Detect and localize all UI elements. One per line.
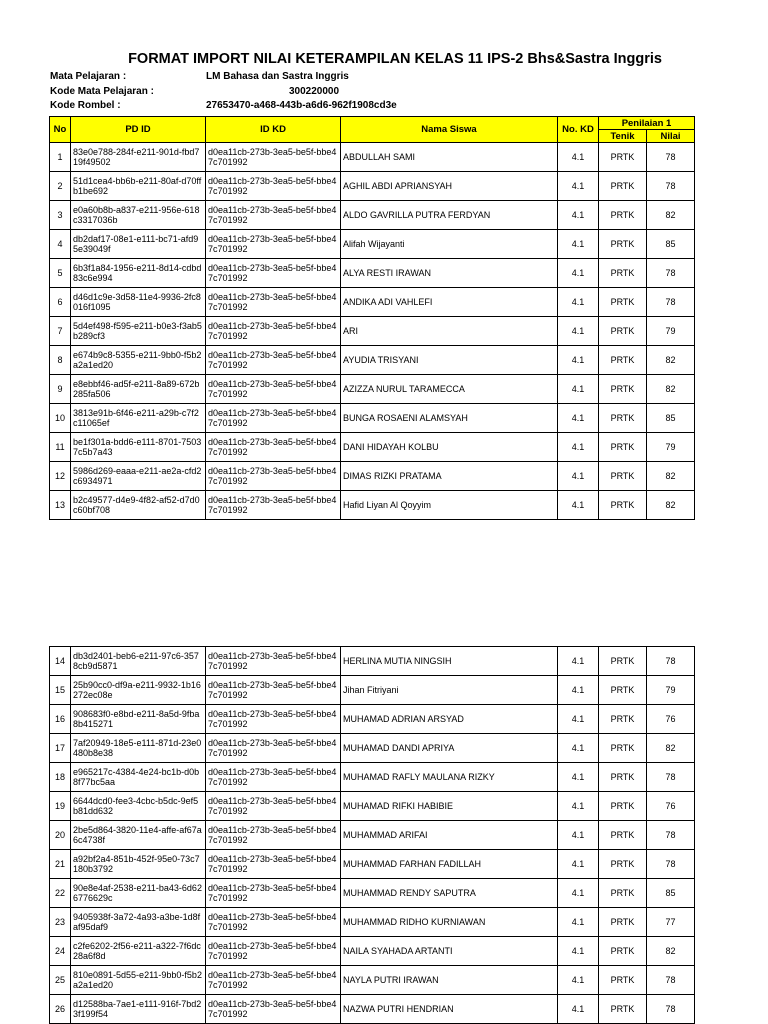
row-no-kd: 4.1 <box>558 462 599 491</box>
row-nilai: 82 <box>647 491 695 520</box>
row-no-kd: 4.1 <box>558 288 599 317</box>
row-teknik: PRTK <box>599 879 647 908</box>
row-id-kd: d0ea11cb-273b-3ea5-be5f-bbe47c701992 <box>206 346 341 375</box>
row-pd-id: 51d1cea4-bb6b-e211-80af-d70ffb1be692 <box>71 172 206 201</box>
table-row <box>50 676 695 705</box>
row-no-kd: 4.1 <box>558 259 599 288</box>
table-row <box>50 908 695 937</box>
row-teknik: PRTK <box>599 850 647 879</box>
row-no-kd: 4.1 <box>558 966 599 995</box>
row-no: 15 <box>50 676 71 705</box>
row-nama-siswa: Jihan Fitriyani <box>341 676 558 705</box>
header-teknik: Tenik <box>599 130 647 143</box>
row-teknik: PRTK <box>599 317 647 346</box>
row-nama-siswa: MUHAMMAD RIDHO KURNIAWAN <box>341 908 558 937</box>
row-teknik: PRTK <box>599 404 647 433</box>
row-nilai: 85 <box>647 879 695 908</box>
row-no: 20 <box>50 821 71 850</box>
table-row <box>50 172 695 201</box>
row-teknik: PRTK <box>599 172 647 201</box>
row-no-kd: 4.1 <box>558 995 599 1024</box>
row-nilai: 78 <box>647 821 695 850</box>
row-no: 13 <box>50 491 71 520</box>
row-no-kd: 4.1 <box>558 172 599 201</box>
header-no: No <box>50 117 71 143</box>
document-title: FORMAT IMPORT NILAI KETERAMPILAN KELAS 11 IPS-2 Bhs&Sastra Inggris <box>128 51 662 67</box>
row-teknik: PRTK <box>599 792 647 821</box>
row-pd-id: e8ebbf46-ad5f-e211-8a89-672b285fa506 <box>71 375 206 404</box>
row-pd-id: 2be5d864-3820-11e4-affe-af67a6c4738f <box>71 821 206 850</box>
row-id-kd: d0ea11cb-273b-3ea5-be5f-bbe47c701992 <box>206 966 341 995</box>
row-pd-id: 6b3f1a84-1956-e211-8d14-cdbd83c6e994 <box>71 259 206 288</box>
row-id-kd: d0ea11cb-273b-3ea5-be5f-bbe47c701992 <box>206 937 341 966</box>
mata-pelajaran-label: Mata Pelajaran : <box>50 71 127 82</box>
row-id-kd: d0ea11cb-273b-3ea5-be5f-bbe47c701992 <box>206 317 341 346</box>
table-body-page-1 <box>50 143 695 520</box>
row-no-kd: 4.1 <box>558 763 599 792</box>
row-teknik: PRTK <box>599 705 647 734</box>
row-pd-id: 6644dcd0-fee3-4cbc-b5dc-9ef5b81dd632 <box>71 792 206 821</box>
row-teknik: PRTK <box>599 375 647 404</box>
table-row <box>50 966 695 995</box>
row-teknik: PRTK <box>599 259 647 288</box>
row-nama-siswa: AGHIL ABDI APRIANSYAH <box>341 172 558 201</box>
row-id-kd: d0ea11cb-273b-3ea5-be5f-bbe47c701992 <box>206 375 341 404</box>
kode-rombel-value: 27653470-a468-443b-a6d6-962f1908cd3e <box>206 100 397 111</box>
table-row <box>50 288 695 317</box>
row-pd-id: d46d1c9e-3d58-11e4-9936-2fc8016f1095 <box>71 288 206 317</box>
row-pd-id: 90e8e4af-2538-e211-ba43-6d626776629c <box>71 879 206 908</box>
table-row <box>50 317 695 346</box>
table-row <box>50 230 695 259</box>
row-nama-siswa: BUNGA ROSAENI ALAMSYAH <box>341 404 558 433</box>
row-no: 4 <box>50 230 71 259</box>
row-id-kd: d0ea11cb-273b-3ea5-be5f-bbe47c701992 <box>206 462 341 491</box>
header-pd-id: PD ID <box>71 117 206 143</box>
row-no: 25 <box>50 966 71 995</box>
row-no: 16 <box>50 705 71 734</box>
row-nama-siswa: MUHAMAD RIFKI HABIBIE <box>341 792 558 821</box>
kode-mapel-label: Kode Mata Pelajaran : <box>50 86 154 97</box>
table-row <box>50 763 695 792</box>
row-id-kd: d0ea11cb-273b-3ea5-be5f-bbe47c701992 <box>206 908 341 937</box>
row-pd-id: 83e0e788-284f-e211-901d-fbd719f49502 <box>71 143 206 172</box>
row-no: 2 <box>50 172 71 201</box>
row-no-kd: 4.1 <box>558 491 599 520</box>
table-row <box>50 404 695 433</box>
row-teknik: PRTK <box>599 230 647 259</box>
row-teknik: PRTK <box>599 201 647 230</box>
table-row <box>50 937 695 966</box>
row-no-kd: 4.1 <box>558 705 599 734</box>
row-nilai: 78 <box>647 850 695 879</box>
row-no: 22 <box>50 879 71 908</box>
row-teknik: PRTK <box>599 143 647 172</box>
table-row <box>50 821 695 850</box>
grades-table-page-2 <box>49 646 695 1024</box>
row-no: 14 <box>50 647 71 676</box>
row-nama-siswa: NAYLA PUTRI IRAWAN <box>341 966 558 995</box>
row-no: 11 <box>50 433 71 462</box>
row-nilai: 85 <box>647 230 695 259</box>
row-no-kd: 4.1 <box>558 676 599 705</box>
row-pd-id: a92bf2a4-851b-452f-95e0-73c7180b3792 <box>71 850 206 879</box>
row-nama-siswa: MUHAMMAD FARHAN FADILLAH <box>341 850 558 879</box>
row-no: 24 <box>50 937 71 966</box>
row-no: 8 <box>50 346 71 375</box>
table-row <box>50 259 695 288</box>
row-no-kd: 4.1 <box>558 143 599 172</box>
table-row <box>50 705 695 734</box>
row-no: 26 <box>50 995 71 1024</box>
table-row <box>50 433 695 462</box>
row-no-kd: 4.1 <box>558 734 599 763</box>
row-no-kd: 4.1 <box>558 346 599 375</box>
row-no-kd: 4.1 <box>558 230 599 259</box>
row-no: 18 <box>50 763 71 792</box>
row-no-kd: 4.1 <box>558 792 599 821</box>
row-no-kd: 4.1 <box>558 375 599 404</box>
row-nilai: 78 <box>647 995 695 1024</box>
row-nama-siswa: ALDO GAVRILLA PUTRA FERDYAN <box>341 201 558 230</box>
row-no-kd: 4.1 <box>558 433 599 462</box>
grades-table-page-1 <box>49 116 695 520</box>
row-nama-siswa: ABDULLAH SAMI <box>341 143 558 172</box>
row-no-kd: 4.1 <box>558 937 599 966</box>
row-nilai: 79 <box>647 433 695 462</box>
row-no: 5 <box>50 259 71 288</box>
row-no: 12 <box>50 462 71 491</box>
header-id-kd: ID KD <box>206 117 341 143</box>
row-nama-siswa: DIMAS RIZKI PRATAMA <box>341 462 558 491</box>
row-no: 10 <box>50 404 71 433</box>
row-pd-id: 9405938f-3a72-4a93-a3be-1d8faf95daf9 <box>71 908 206 937</box>
row-nilai: 82 <box>647 201 695 230</box>
row-pd-id: b2c49577-d4e9-4f82-af52-d7d0c60bf708 <box>71 491 206 520</box>
row-nilai: 78 <box>647 647 695 676</box>
row-id-kd: d0ea11cb-273b-3ea5-be5f-bbe47c701992 <box>206 705 341 734</box>
row-teknik: PRTK <box>599 433 647 462</box>
header-penilaian: Penilaian 1 <box>599 117 695 130</box>
row-teknik: PRTK <box>599 462 647 491</box>
row-no: 6 <box>50 288 71 317</box>
row-nilai: 82 <box>647 375 695 404</box>
row-nilai: 82 <box>647 462 695 491</box>
row-teknik: PRTK <box>599 937 647 966</box>
row-pd-id: be1f301a-bdd6-e111-8701-75037c5b7a43 <box>71 433 206 462</box>
row-id-kd: d0ea11cb-273b-3ea5-be5f-bbe47c701992 <box>206 850 341 879</box>
table-row <box>50 491 695 520</box>
table-row <box>50 995 695 1024</box>
row-nilai: 78 <box>647 259 695 288</box>
row-no: 1 <box>50 143 71 172</box>
row-pd-id: d12588ba-7ae1-e111-916f-7bd23f199f54 <box>71 995 206 1024</box>
row-id-kd: d0ea11cb-273b-3ea5-be5f-bbe47c701992 <box>206 676 341 705</box>
row-id-kd: d0ea11cb-273b-3ea5-be5f-bbe47c701992 <box>206 879 341 908</box>
row-id-kd: d0ea11cb-273b-3ea5-be5f-bbe47c701992 <box>206 647 341 676</box>
row-nilai: 82 <box>647 734 695 763</box>
row-id-kd: d0ea11cb-273b-3ea5-be5f-bbe47c701992 <box>206 288 341 317</box>
row-nama-siswa: NAZWA PUTRI HENDRIAN <box>341 995 558 1024</box>
row-nama-siswa: MUHAMMAD RENDY SAPUTRA <box>341 879 558 908</box>
row-nama-siswa: MUHAMAD ADRIAN ARSYAD <box>341 705 558 734</box>
row-nilai: 82 <box>647 937 695 966</box>
row-teknik: PRTK <box>599 346 647 375</box>
row-teknik: PRTK <box>599 966 647 995</box>
row-teknik: PRTK <box>599 288 647 317</box>
header-nama-siswa: Nama Siswa <box>341 117 558 143</box>
table-body-page-2 <box>50 647 695 1024</box>
row-id-kd: d0ea11cb-273b-3ea5-be5f-bbe47c701992 <box>206 792 341 821</box>
row-nama-siswa: ARI <box>341 317 558 346</box>
row-id-kd: d0ea11cb-273b-3ea5-be5f-bbe47c701992 <box>206 259 341 288</box>
row-nama-siswa: HERLINA MUTIA NINGSIH <box>341 647 558 676</box>
row-teknik: PRTK <box>599 491 647 520</box>
table-row <box>50 201 695 230</box>
row-pd-id: 5986d269-eaaa-e211-ae2a-cfd2c6934971 <box>71 462 206 491</box>
row-pd-id: db3d2401-beb6-e211-97c6-3578cb9d5871 <box>71 647 206 676</box>
row-no: 21 <box>50 850 71 879</box>
row-nilai: 76 <box>647 705 695 734</box>
row-pd-id: e965217c-4384-4e24-bc1b-d0b8f77bc5aa <box>71 763 206 792</box>
row-pd-id: 25b90cc0-df9a-e211-9932-1b16272ec08e <box>71 676 206 705</box>
row-no-kd: 4.1 <box>558 404 599 433</box>
table-row <box>50 792 695 821</box>
row-pd-id: 3813e91b-6f46-e211-a29b-c7f2c11065ef <box>71 404 206 433</box>
row-nilai: 82 <box>647 346 695 375</box>
row-id-kd: d0ea11cb-273b-3ea5-be5f-bbe47c701992 <box>206 763 341 792</box>
table-row <box>50 462 695 491</box>
table-row <box>50 879 695 908</box>
row-no: 23 <box>50 908 71 937</box>
row-nama-siswa: ALYA RESTI IRAWAN <box>341 259 558 288</box>
kode-mapel-value: 300220000 <box>289 86 340 97</box>
row-no-kd: 4.1 <box>558 879 599 908</box>
row-nama-siswa: MUHAMAD DANDI APRIYA <box>341 734 558 763</box>
row-no-kd: 4.1 <box>558 647 599 676</box>
table-row <box>50 375 695 404</box>
row-teknik: PRTK <box>599 647 647 676</box>
table-row <box>50 346 695 375</box>
kode-rombel-label: Kode Rombel : <box>50 100 121 111</box>
row-id-kd: d0ea11cb-273b-3ea5-be5f-bbe47c701992 <box>206 734 341 763</box>
row-no: 9 <box>50 375 71 404</box>
row-id-kd: d0ea11cb-273b-3ea5-be5f-bbe47c701992 <box>206 995 341 1024</box>
row-pd-id: db2daf17-08e1-e111-bc71-afd95e39049f <box>71 230 206 259</box>
row-pd-id: c2fe6202-2f56-e211-a322-7f6dc28a6f8d <box>71 937 206 966</box>
row-pd-id: 810e0891-5d55-e211-9bb0-f5b2a2a1ed20 <box>71 966 206 995</box>
row-nama-siswa: ANDIKA ADI VAHLEFI <box>341 288 558 317</box>
row-pd-id: 5d4ef498-f595-e211-b0e3-f3ab5b289cf3 <box>71 317 206 346</box>
header-no-kd: No. KD <box>558 117 599 143</box>
row-pd-id: 7af20949-18e5-e111-871d-23e0480b8e38 <box>71 734 206 763</box>
row-teknik: PRTK <box>599 763 647 792</box>
table-row <box>50 734 695 763</box>
row-nama-siswa: MUHAMAD RAFLY MAULANA RIZKY <box>341 763 558 792</box>
mata-pelajaran-value: LM Bahasa dan Sastra Inggris <box>206 71 349 82</box>
row-no: 19 <box>50 792 71 821</box>
row-nilai: 79 <box>647 676 695 705</box>
header-nilai: Nilai <box>647 130 695 143</box>
row-nilai: 79 <box>647 317 695 346</box>
row-no-kd: 4.1 <box>558 201 599 230</box>
row-teknik: PRTK <box>599 676 647 705</box>
row-nilai: 78 <box>647 966 695 995</box>
row-pd-id: e674b9c8-5355-e211-9bb0-f5b2a2a1ed20 <box>71 346 206 375</box>
row-id-kd: d0ea11cb-273b-3ea5-be5f-bbe47c701992 <box>206 433 341 462</box>
row-id-kd: d0ea11cb-273b-3ea5-be5f-bbe47c701992 <box>206 201 341 230</box>
row-pd-id: e0a60b8b-a837-e211-956e-618c3317036b <box>71 201 206 230</box>
row-nama-siswa: Hafid Liyan Al Qoyyim <box>341 491 558 520</box>
row-nama-siswa: AZIZZA NURUL TARAMECCA <box>341 375 558 404</box>
row-nilai: 85 <box>647 404 695 433</box>
row-teknik: PRTK <box>599 821 647 850</box>
row-teknik: PRTK <box>599 908 647 937</box>
row-no-kd: 4.1 <box>558 908 599 937</box>
row-nilai: 78 <box>647 172 695 201</box>
row-no-kd: 4.1 <box>558 850 599 879</box>
row-nama-siswa: MUHAMMAD ARIFAI <box>341 821 558 850</box>
row-nilai: 78 <box>647 143 695 172</box>
row-nilai: 78 <box>647 763 695 792</box>
row-no: 17 <box>50 734 71 763</box>
row-nilai: 76 <box>647 792 695 821</box>
row-id-kd: d0ea11cb-273b-3ea5-be5f-bbe47c701992 <box>206 143 341 172</box>
row-id-kd: d0ea11cb-273b-3ea5-be5f-bbe47c701992 <box>206 821 341 850</box>
row-nilai: 77 <box>647 908 695 937</box>
table-row <box>50 143 695 172</box>
row-id-kd: d0ea11cb-273b-3ea5-be5f-bbe47c701992 <box>206 230 341 259</box>
row-nama-siswa: AYUDIA TRISYANI <box>341 346 558 375</box>
row-id-kd: d0ea11cb-273b-3ea5-be5f-bbe47c701992 <box>206 404 341 433</box>
row-no-kd: 4.1 <box>558 317 599 346</box>
table-row <box>50 647 695 676</box>
row-nama-siswa: NAILA SYAHADA ARTANTI <box>341 937 558 966</box>
row-teknik: PRTK <box>599 995 647 1024</box>
row-teknik: PRTK <box>599 734 647 763</box>
row-id-kd: d0ea11cb-273b-3ea5-be5f-bbe47c701992 <box>206 172 341 201</box>
row-id-kd: d0ea11cb-273b-3ea5-be5f-bbe47c701992 <box>206 491 341 520</box>
row-nama-siswa: Alifah Wijayanti <box>341 230 558 259</box>
row-no-kd: 4.1 <box>558 821 599 850</box>
row-no: 7 <box>50 317 71 346</box>
row-pd-id: 908683f0-e8bd-e211-8a5d-9fba8b415271 <box>71 705 206 734</box>
row-nilai: 78 <box>647 288 695 317</box>
row-nama-siswa: DANI HIDAYAH KOLBU <box>341 433 558 462</box>
table-row <box>50 850 695 879</box>
row-no: 3 <box>50 201 71 230</box>
